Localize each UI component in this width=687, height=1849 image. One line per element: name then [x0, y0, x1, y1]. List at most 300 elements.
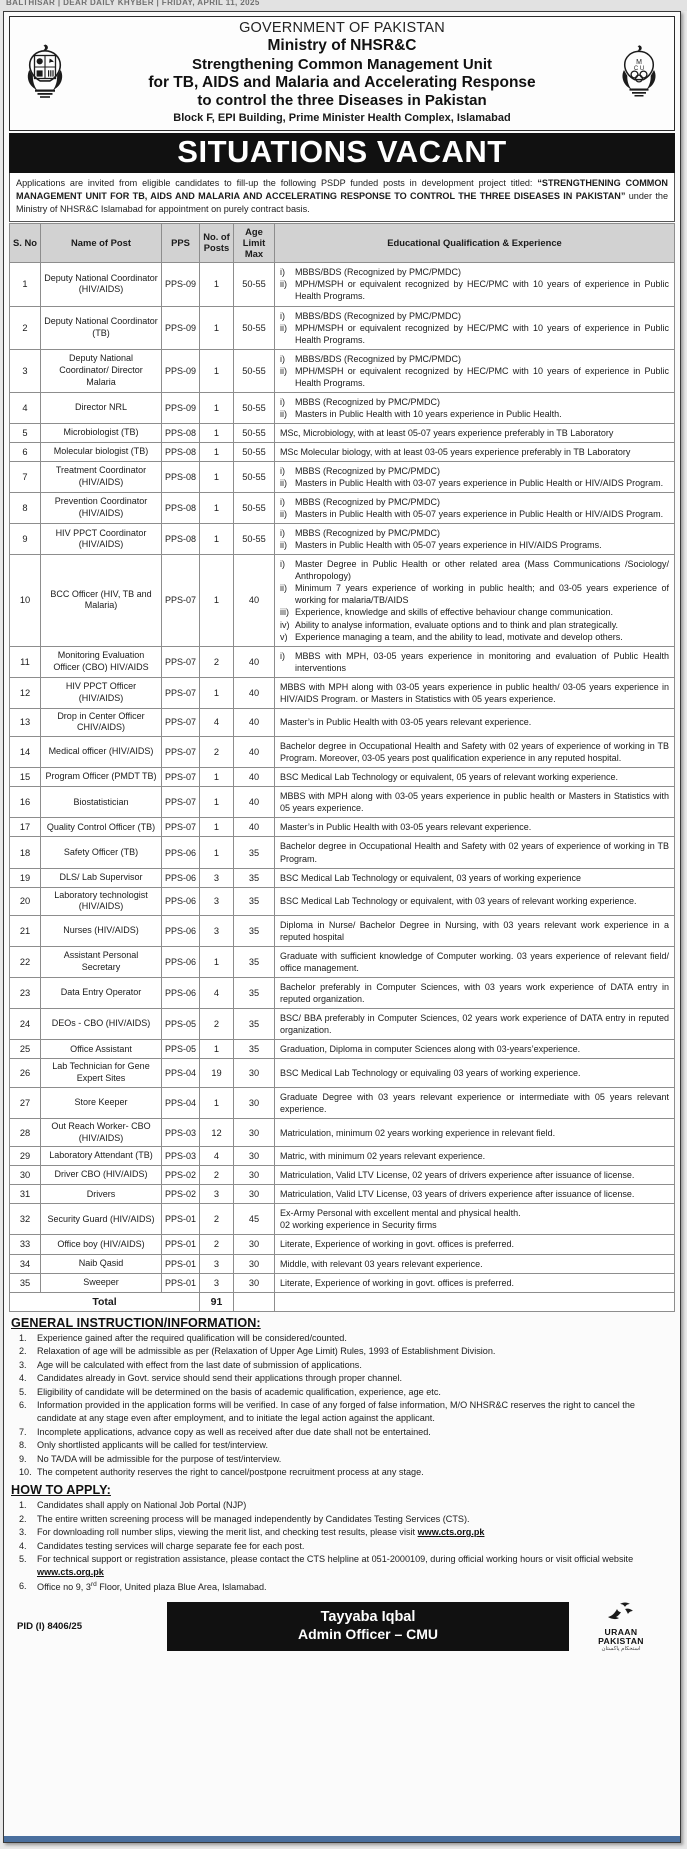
table-row: [10, 837, 675, 868]
cell-pps: PPS-04: [162, 1059, 200, 1087]
cell-age: 35: [234, 915, 275, 946]
cell-post: Biostatistician: [41, 787, 162, 818]
criteria-marker: ii): [280, 478, 287, 489]
cell-pps: PPS-05: [162, 1009, 200, 1040]
cell-posts: 1: [200, 1040, 234, 1059]
cell-posts: 3: [200, 1254, 234, 1273]
cell-age: 50-55: [234, 493, 275, 524]
criteria-marker: i): [280, 559, 285, 570]
education-criteria-list: [280, 353, 669, 389]
cell-posts: 4: [200, 978, 234, 1009]
cell-posts: 1: [200, 392, 234, 423]
cell-posts: 4: [200, 708, 234, 736]
cell-post: Medical officer (HIV/AIDS): [41, 737, 162, 768]
criteria-marker: i): [280, 497, 285, 508]
list-text: For technical support or registration assistance, please contact the CTS helpline at 051-2000109, during official working hours or visit official website: [37, 1554, 634, 1565]
cell-post: Data Entry Operator: [41, 978, 162, 1009]
cell-posts: 3: [200, 868, 234, 887]
criteria-marker: ii): [280, 408, 287, 419]
cell-pps: PPS-07: [162, 768, 200, 787]
education-criteria-item: [280, 465, 669, 477]
cell-education: [275, 646, 675, 677]
education-text: MBBS with MPH along with 03-05 years experience in public health or Masters in Statistics with 05 years experience.: [280, 791, 669, 814]
education-text: Middle, with relevant 03 years relevant experience.: [280, 1258, 483, 1269]
cell-sno: 17: [10, 818, 41, 837]
cell-education: [275, 768, 675, 787]
cell-sno: 22: [10, 947, 41, 978]
cell-education: [275, 1273, 675, 1292]
criteria-text: Experience, knowledge and skills of effective behaviour change communication.: [295, 607, 614, 618]
list-text: Relaxation of age will be admissible as per (Relaxation of Upper Age Limit) Rules, 1993 of Establishment Division.: [37, 1346, 496, 1357]
cell-posts: 1: [200, 442, 234, 461]
newspaper-masthead-strip: BALTHISAR | DEAR DAILY KHYBER | FRIDAY, APRIL 11, 2025: [0, 0, 687, 11]
table-row: [10, 1204, 675, 1235]
education-text: Matriculation, minimum 02 years working experience in relevant field.: [280, 1127, 556, 1138]
cell-pps: PPS-02: [162, 1166, 200, 1185]
cell-education: [275, 462, 675, 493]
table-row: [10, 1235, 675, 1254]
cell-pps: PPS-07: [162, 646, 200, 677]
cell-posts: 2: [200, 1235, 234, 1254]
col-sno: S. No: [10, 223, 41, 262]
cell-education: [275, 555, 675, 646]
cell-age: 40: [234, 787, 275, 818]
cell-post: Security Guard (HIV/AIDS): [41, 1204, 162, 1235]
table-row: [10, 1009, 675, 1040]
criteria-marker: i): [280, 528, 285, 539]
cell-age: 30: [234, 1147, 275, 1166]
criteria-text: Masters in Public Health with 05-07 years experience in Public Health or HIV/AIDS Program.: [295, 509, 664, 520]
cell-pps: PPS-06: [162, 837, 200, 868]
education-criteria-item: [280, 496, 669, 508]
cell-pps: PPS-09: [162, 349, 200, 392]
cell-education: [275, 392, 675, 423]
cell-pps: PPS-07: [162, 677, 200, 708]
cell-sno: 14: [10, 737, 41, 768]
table-head: [10, 223, 675, 262]
table-row: [10, 1147, 675, 1166]
cell-post: Treatment Coordinator (HIV/AIDS): [41, 462, 162, 493]
education-text: Master’s in Public Health with 03-05 years relevant experience.: [280, 717, 532, 728]
criteria-marker: i): [280, 466, 285, 476]
svg-text:C U: C U: [633, 65, 645, 72]
table-row: [10, 555, 675, 646]
cell-sno: 9: [10, 524, 41, 555]
cell-posts: 2: [200, 646, 234, 677]
cell-posts: 1: [200, 818, 234, 837]
cell-education: [275, 1059, 675, 1087]
criteria-text: Master Degree in Public Health or other related area (Mass Communications /Sociology/ Anthropology): [295, 559, 669, 582]
criteria-marker: ii): [280, 365, 287, 376]
uraan-logo-line2: PAKISTAN: [598, 1635, 644, 1646]
cell-sno: 18: [10, 837, 41, 868]
cell-education: [275, 263, 675, 306]
intro-post: under the Ministry of NHSR&C Islamabad for appointment on purely contract basis.: [16, 191, 668, 215]
cell-post: Office Assistant: [41, 1040, 162, 1059]
intro-pre: Applications are invited from eligible candidates to fill-up the following PSDP funded posts in development project titled:: [16, 178, 538, 189]
government-line: GOVERNMENT OF PAKISTAN: [239, 20, 445, 36]
education-criteria-item: [280, 408, 669, 420]
cell-sno: 6: [10, 442, 41, 461]
col-education: Educational Qualification & Experience: [275, 223, 675, 262]
cell-post: Laboratory technologist (HIV/AIDS): [41, 887, 162, 915]
table-row: [10, 263, 675, 306]
cell-education: [275, 887, 675, 915]
table-row: [10, 1059, 675, 1087]
cell-posts: 2: [200, 1009, 234, 1040]
general-instructions-section: [9, 1316, 675, 1480]
list-marker: 5.: [19, 1386, 27, 1397]
cell-pps: PPS-08: [162, 493, 200, 524]
cell-posts: 1: [200, 524, 234, 555]
cell-posts: 1: [200, 349, 234, 392]
education-text: Ex-Army Personal with excellent mental and physical health.: [280, 1208, 521, 1219]
cell-sno: 32: [10, 1204, 41, 1235]
cell-sno: 19: [10, 868, 41, 887]
cell-age: 30: [234, 1235, 275, 1254]
cell-education: [275, 915, 675, 946]
pid-number: PID (I) 8406/25: [17, 1621, 83, 1633]
education-text: BSC Medical Lab Technology or equivalent, 03 years of working experience: [280, 872, 582, 883]
col-age-limit: Age Limit Max: [234, 223, 275, 262]
criteria-text: Experience managing a team, and the ability to lead, motivate and develop others.: [295, 631, 623, 642]
uraan-logo-urdu: استحکام پاکستان: [601, 1646, 641, 1653]
signatory-title: Admin Officer – CMU: [297, 1626, 438, 1643]
cell-post: Nurses (HIV/AIDS): [41, 915, 162, 946]
uraan-bird-icon: [604, 1601, 638, 1623]
list-text: Incomplete applications, advance copy as well as received after due date shall not be entertained.: [37, 1426, 431, 1437]
table-row: [10, 947, 675, 978]
general-instruction-item: [11, 1466, 673, 1479]
education-criteria-list: [280, 527, 669, 551]
cell-age: 40: [234, 737, 275, 768]
education-text: Graduate Degree with 03 years relevant experience or intermediate with 05 years relevant experience.: [280, 1091, 669, 1114]
criteria-marker: ii): [280, 583, 287, 594]
cell-post: Store Keeper: [41, 1087, 162, 1118]
masthead: [9, 16, 675, 131]
list-marker: 5.: [19, 1554, 27, 1565]
bottom-color-band: [4, 1836, 680, 1842]
cell-sno: 31: [10, 1185, 41, 1204]
cell-posts: 19: [200, 1059, 234, 1087]
cell-sno: 4: [10, 392, 41, 423]
table-row: [10, 915, 675, 946]
cell-age: 50-55: [234, 462, 275, 493]
criteria-marker: iv): [280, 619, 290, 630]
list-text: The entire written screening process will be managed independently by Candidates Testing Services (CTS).: [37, 1513, 470, 1524]
cell-sno: 25: [10, 1040, 41, 1059]
general-instruction-item: [11, 1453, 673, 1466]
cell-post: Drivers: [41, 1185, 162, 1204]
cell-posts: 2: [200, 737, 234, 768]
cell-posts: 1: [200, 947, 234, 978]
cell-education: [275, 947, 675, 978]
how-to-apply-item: [11, 1513, 673, 1526]
criteria-text: Masters in Public Health with 05-07 years experience in HIV/AIDS Programs.: [295, 540, 602, 551]
cell-post: HIV PPCT Officer (HIV/AIDS): [41, 677, 162, 708]
cell-pps: PPS-09: [162, 392, 200, 423]
education-criteria-list: [280, 465, 669, 489]
cell-posts: 1: [200, 837, 234, 868]
table-row: [10, 1185, 675, 1204]
cell-age: 45: [234, 1204, 275, 1235]
cell-post: Program Officer (PMDT TB): [41, 768, 162, 787]
cell-age: 40: [234, 818, 275, 837]
cell-post: Sweeper: [41, 1273, 162, 1292]
cell-age: 50-55: [234, 263, 275, 306]
education-criteria-item: [280, 322, 669, 346]
cell-education: [275, 493, 675, 524]
general-instructions-list: [11, 1332, 673, 1480]
cell-age: 50-55: [234, 442, 275, 461]
cell-post: Driver CBO (HIV/AIDS): [41, 1166, 162, 1185]
vacancies-table: [9, 223, 675, 1312]
cell-post: Monitoring Evaluation Officer (CBO) HIV/AIDS: [41, 646, 162, 677]
table-row: [10, 392, 675, 423]
cell-posts: 2: [200, 1204, 234, 1235]
criteria-text: Minimum 7 years experience of working in public health; and 03-05 years experience of working for malaria/TB/AIDS: [295, 583, 669, 606]
education-text: MBBS with MPH along with 03-05 years experience in public health/ 03-05 years experience in HIV/AIDS Program. or Masters in Statistics with 05 years experience.: [280, 681, 669, 704]
list-marker: 1.: [19, 1500, 27, 1511]
table-row: [10, 423, 675, 442]
list-text: Office no 9, 3: [37, 1581, 91, 1592]
education-text: Diploma in Nurse/ Bachelor Degree in Nursing, with 03 years relevant work experience in a reputed hospital: [280, 919, 669, 943]
signatory-bar: [167, 1602, 569, 1651]
cell-post: DEOs - CBO (HIV/AIDS): [41, 1009, 162, 1040]
general-instructions-heading: GENERAL INSTRUCTION/INFORMATION:: [11, 1315, 261, 1330]
cell-posts: 3: [200, 915, 234, 946]
cell-posts: 3: [200, 1273, 234, 1292]
criteria-marker: ii): [280, 279, 287, 290]
cell-post: Microbiologist (TB): [41, 423, 162, 442]
cell-sno: 8: [10, 493, 41, 524]
cell-pps: PPS-02: [162, 1185, 200, 1204]
cell-age: 35: [234, 868, 275, 887]
education-text: BSC Medical Lab Technology or equivalent, with 03 years of relevant working experience.: [280, 896, 637, 907]
cell-posts: 1: [200, 677, 234, 708]
cell-pps: PPS-06: [162, 887, 200, 915]
cell-pps: PPS-07: [162, 555, 200, 646]
general-instruction-item: [11, 1426, 673, 1439]
cell-post: Drop in Center Officer CHIV/AIDS): [41, 708, 162, 736]
cell-pps: PPS-07: [162, 787, 200, 818]
education-text: Matriculation, Valid LTV License, 02 years of drivers experience after issuance of license.: [280, 1170, 635, 1181]
criteria-marker: i): [280, 310, 285, 321]
education-criteria-item: [280, 365, 669, 389]
cell-post: Lab Technician for Gene Expert Sites: [41, 1059, 162, 1087]
criteria-text: MBBS (Recognized by PMC/PMDC): [295, 497, 441, 508]
criteria-marker: i): [280, 650, 285, 661]
cell-sno: 12: [10, 677, 41, 708]
cell-pps: PPS-06: [162, 868, 200, 887]
list-text: Candidates shall apply on National Job Portal (NJP): [37, 1500, 247, 1511]
table-total-row: [10, 1292, 675, 1311]
cell-posts: 3: [200, 887, 234, 915]
cell-sno: 29: [10, 1147, 41, 1166]
education-criteria-item: [280, 508, 669, 520]
cell-pps: PPS-03: [162, 1147, 200, 1166]
list-text: Eligibility of candidate will be determined on the basis of academic qualification, experience, age etc.: [37, 1386, 441, 1397]
education-text: Bachelor preferably in Computer Sciences, with 03 years work experience of DATA entry in reputed organization.: [280, 982, 669, 1005]
table-row: [10, 1273, 675, 1292]
intro-box: [9, 173, 675, 222]
cell-age: 30: [234, 1059, 275, 1087]
list-marker: 3.: [19, 1359, 27, 1370]
cell-sno: 26: [10, 1059, 41, 1087]
list-text: Candidates testing services will charge separate fee for each post.: [37, 1540, 305, 1551]
criteria-marker: ii): [280, 322, 287, 333]
table-row: [10, 442, 675, 461]
cell-pps: PPS-04: [162, 1087, 200, 1118]
cell-post: Assistant Personal Secretary: [41, 947, 162, 978]
footer: [9, 1600, 675, 1656]
criteria-text: MBBS (Recognized by PMC/PMDC): [295, 396, 441, 407]
cell-posts: 1: [200, 423, 234, 442]
table-row: [10, 887, 675, 915]
cell-age: 35: [234, 1009, 275, 1040]
cell-education: [275, 708, 675, 736]
education-criteria-list: [280, 396, 669, 420]
cell-sno: 27: [10, 1087, 41, 1118]
list-marker: 1.: [19, 1332, 27, 1343]
cell-pps: PPS-07: [162, 708, 200, 736]
cell-education: [275, 737, 675, 768]
list-marker: 4.: [19, 1540, 27, 1551]
list-marker: 9.: [19, 1453, 27, 1464]
ordinal-suffix: rd: [90, 1580, 97, 1588]
education-criteria-item: [280, 558, 669, 582]
table-row: [10, 708, 675, 736]
criteria-text: Masters in Public Health with 10 years experience in Public Health.: [295, 408, 562, 419]
how-to-apply-heading: HOW TO APPLY:: [11, 1483, 111, 1498]
cell-pps: PPS-09: [162, 263, 200, 306]
total-posts-value: 91: [200, 1292, 234, 1311]
cell-sno: 10: [10, 555, 41, 646]
cell-education: [275, 1204, 675, 1235]
how-to-apply-section: [9, 1483, 675, 1594]
criteria-text: MBBS/BDS (Recognized by PMC/PMDC): [295, 353, 462, 364]
cell-sno: 1: [10, 263, 41, 306]
table-row: [10, 493, 675, 524]
education-criteria-list: [280, 558, 669, 642]
criteria-text: MBBS with MPH, 03-05 years experience in monitoring and evaluation of Public Health interventions: [295, 650, 669, 673]
cell-age: 30: [234, 1087, 275, 1118]
cell-education: [275, 1087, 675, 1118]
table-row: [10, 462, 675, 493]
general-instruction-item: [11, 1332, 673, 1345]
education-criteria-item: [280, 266, 669, 278]
education-criteria-item: [280, 310, 669, 322]
general-instruction-item: [11, 1359, 673, 1372]
cell-age: 50-55: [234, 524, 275, 555]
general-instruction-item: [11, 1439, 673, 1452]
table-row: [10, 978, 675, 1009]
cell-posts: 1: [200, 263, 234, 306]
cell-age: 50-55: [234, 306, 275, 349]
table-row: [10, 349, 675, 392]
cell-age: 40: [234, 708, 275, 736]
table-row: [10, 1254, 675, 1273]
table-row: [10, 1118, 675, 1146]
cell-pps: PPS-06: [162, 947, 200, 978]
cell-posts: 1: [200, 462, 234, 493]
cell-education: [275, 787, 675, 818]
cell-pps: PPS-08: [162, 423, 200, 442]
list-text: Age will be calculated with effect from the last date of submission of applications.: [37, 1359, 362, 1370]
criteria-text: MPH/MSPH or equivalent recognized by HEC/PMC with 10 years of experience in Public Health Programs.: [295, 365, 669, 388]
cell-posts: 1: [200, 1087, 234, 1118]
cell-education: [275, 1040, 675, 1059]
cell-education: [275, 677, 675, 708]
cell-age: 35: [234, 887, 275, 915]
criteria-text: MBBS/BDS (Recognized by PMC/PMDC): [295, 310, 462, 321]
cell-posts: 12: [200, 1118, 234, 1146]
cell-education: [275, 524, 675, 555]
program-line-2: to control the three Diseases in Pakistan: [197, 92, 487, 110]
cell-education: [275, 1254, 675, 1273]
cell-pps: PPS-01: [162, 1254, 200, 1273]
list-text: The competent authority reserves the right to cancel/postpone recruitment process at any stage.: [37, 1467, 424, 1478]
cell-post: Quality Control Officer (TB): [41, 818, 162, 837]
cell-age: 50-55: [234, 392, 275, 423]
cell-sno: 34: [10, 1254, 41, 1273]
education-criteria-item: [280, 631, 669, 643]
education-criteria-item: [280, 539, 669, 551]
list-marker: 8.: [19, 1440, 27, 1451]
education-criteria-item: [280, 278, 669, 302]
table-row: [10, 818, 675, 837]
list-text: Information provided in the application forms will be verified. In case of any forged of false information, M/O NHSR&C reserves the right to cancel the candidate at any stage even after employment, and to initiate the legal action against the applicant.: [37, 1400, 635, 1424]
how-to-apply-list: [11, 1499, 673, 1594]
cell-pps: PPS-09: [162, 306, 200, 349]
svg-text:M: M: [636, 58, 642, 66]
list-marker: 10.: [19, 1467, 32, 1478]
cell-age: 40: [234, 646, 275, 677]
signatory-name: Tayyaba Iqbal: [320, 1609, 416, 1626]
list-marker: 6.: [19, 1400, 27, 1411]
cell-age: 35: [234, 837, 275, 868]
advertisement-sheet: [3, 11, 681, 1843]
cell-pps: PPS-08: [162, 524, 200, 555]
cell-age: 30: [234, 1166, 275, 1185]
cell-posts: 1: [200, 555, 234, 646]
list-text: No TA/DA will be admissible for the purpose of test/interview.: [37, 1453, 282, 1464]
education-criteria-item: [280, 527, 669, 539]
cell-posts: 2: [200, 1166, 234, 1185]
cell-sno: 23: [10, 978, 41, 1009]
program-line-1: for TB, AIDS and Malaria and Accelerating Response: [148, 73, 536, 91]
cts-website-link[interactable]: www.cts.org.pk: [37, 1567, 104, 1578]
cts-website-link[interactable]: www.cts.org.pk: [417, 1527, 485, 1538]
cell-pps: PPS-01: [162, 1204, 200, 1235]
col-no-of-posts: No. of Posts: [200, 223, 234, 262]
unit-line: Strengthening Common Management Unit: [192, 55, 492, 73]
cell-post: Director NRL: [41, 392, 162, 423]
education-text: 02 working experience in Security firms: [280, 1220, 437, 1231]
education-criteria-list: [280, 650, 669, 674]
list-marker: 3.: [19, 1527, 27, 1538]
table-row: [10, 1040, 675, 1059]
table-row: [10, 768, 675, 787]
list-marker: 2.: [19, 1346, 27, 1357]
how-to-apply-item: [11, 1540, 673, 1553]
cell-age: 50-55: [234, 423, 275, 442]
education-text: Bachelor degree in Occupational Health and Safety with 02 years of experience of working in TB Program.: [280, 841, 669, 864]
masthead-text: [80, 19, 604, 128]
cell-posts: 1: [200, 493, 234, 524]
criteria-marker: i): [280, 267, 285, 278]
intro-project-title: “STRENGTHENING COMMON MANAGEMENT UNIT FOR TB, AIDS AND MALARIA AND ACCELERATING RESPONSE TO CONTROL THE THREE DISEASES IN PAKISTAN”: [16, 178, 668, 202]
